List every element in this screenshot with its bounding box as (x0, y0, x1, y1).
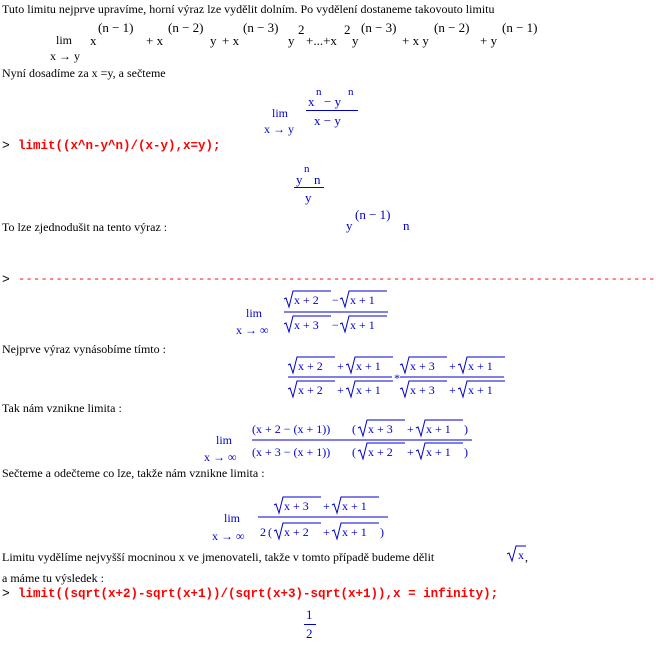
comma: , (525, 550, 528, 564)
multiply-text: Nejprve výraz vynásobíme tímto : (2, 342, 166, 356)
prompt-symbol: > (2, 586, 10, 601)
radicand: x + 2 (294, 293, 319, 307)
radicand: x + 1 (342, 525, 367, 539)
sum-exponent: (n − 1) (98, 20, 134, 35)
simplified-base: y (346, 218, 353, 233)
sum-term: +...+x (306, 33, 337, 48)
fraction-numerator: 1 (306, 607, 313, 622)
plus-sign: + (337, 359, 344, 373)
sum-exponent: (n − 3) (243, 20, 279, 35)
lim-subscript: x → y (264, 122, 294, 136)
minus-sign: − (332, 318, 339, 332)
lim-label: lim (56, 33, 73, 47)
lim-label: lim (272, 106, 289, 120)
sum-term: + x (222, 33, 240, 48)
radicand: x + 1 (468, 359, 493, 373)
paren: ( (268, 525, 272, 539)
sum-term: y (288, 33, 295, 48)
lim-subscript: x → ∞ (204, 450, 237, 464)
times-sign: * (394, 371, 400, 385)
result-fraction-1 (292, 162, 332, 206)
intro-text: Tuto limitu nejprve upravíme, horní výraz lze vydělit dolním. Po vydělení dostaneme takovouto limitu (2, 2, 495, 16)
simplified-factor: n (403, 218, 410, 233)
limit-radical-fraction (232, 290, 392, 338)
lim-label: lim (246, 306, 263, 320)
sum-exponent: (n − 2) (168, 20, 204, 35)
radicand: x + 1 (350, 293, 375, 307)
simplify-text: To lze zjednodušit na tento výraz : (2, 220, 168, 234)
radicand: x + 1 (350, 318, 375, 332)
plus-sign: + (323, 499, 330, 513)
plus-sign: + (407, 445, 414, 459)
fraction-numerator: x (308, 94, 315, 109)
factor-two: 2 (260, 525, 266, 539)
sum-term: x (90, 33, 97, 48)
plus-sign: + (337, 383, 344, 397)
lim-subscript: x → y (50, 49, 80, 63)
plus-sign: + (323, 525, 330, 539)
numerator-difference: (x + 2 − (x + 1)) (252, 422, 331, 436)
exponent: (n − 1) (355, 207, 391, 222)
exponent: n (348, 86, 354, 98)
fraction-numerator: − y (324, 94, 342, 109)
fraction-denominator: y (305, 190, 312, 205)
sum-exponent: (n − 2) (434, 20, 470, 35)
radicand: x + 1 (356, 383, 381, 397)
radicand: x + 2 (368, 445, 393, 459)
divide-text: Limitu vydělíme nejvyšší mocninou x ve jmenovateli, takže v tomto případě budeme dělit (2, 550, 435, 564)
radicand: x + 1 (426, 422, 451, 436)
paren: ( (352, 445, 356, 459)
fraction-denominator: 2 (306, 626, 313, 641)
sum-exponent: 2 (298, 22, 305, 37)
radicand: x + 2 (284, 525, 309, 539)
radicand: x + 3 (410, 359, 435, 373)
sum-limit-expression (50, 20, 570, 68)
sum-term: + x y (402, 33, 429, 48)
final-result-half (303, 607, 317, 643)
lim-subscript: x → ∞ (236, 323, 269, 337)
fraction-bar (294, 187, 324, 188)
expanded-limit (202, 416, 478, 466)
sum-exponent: (n − 3) (361, 20, 397, 35)
plus-sign: + (407, 422, 414, 436)
minus-sign: − (332, 293, 339, 307)
radicand: x + 3 (284, 499, 309, 513)
lim-subscript: x → ∞ (212, 529, 245, 543)
command-input-limit2[interactable]: limit((sqrt(x+2)-sqrt(x+1))/(sqrt(x+3)-sqrt(x+1)),x = infinity); (18, 587, 499, 601)
plus-sign: + (449, 359, 456, 373)
plus-sign: + (449, 383, 456, 397)
result-text: a máme tu výsledek : (2, 571, 104, 585)
prompt-symbol: > (2, 138, 10, 153)
sum-term: + x (146, 33, 164, 48)
fraction-numerator: y (296, 172, 303, 187)
radicand: x + 2 (298, 359, 323, 373)
radicand: x + 1 (356, 359, 381, 373)
simplified-expression (346, 205, 416, 235)
add-subtract-text: Sečteme a odečteme co lze, takže nám vznikne limita : (2, 466, 265, 480)
radicand: x (518, 548, 524, 562)
limit-fraction-xn-yn (262, 86, 372, 136)
radicand: x + 1 (468, 383, 493, 397)
sum-term: y (352, 33, 359, 48)
sum-exponent: 2 (344, 22, 351, 37)
exponent: n (304, 163, 310, 175)
conjugate-product (286, 354, 506, 400)
radicand: x + 3 (294, 318, 319, 332)
fraction-numerator: n (314, 172, 321, 187)
lim-label: lim (224, 511, 241, 525)
radicand: x + 3 (410, 383, 435, 397)
fraction-bar (306, 110, 358, 111)
lim-label: lim (216, 433, 233, 447)
separator-line: ------------------------------------------------------------------------------------- (18, 272, 656, 286)
radicand: x + 3 (368, 422, 393, 436)
sum-term: y (210, 33, 217, 48)
denominator-difference: (x + 3 − (x + 1)) (252, 445, 331, 459)
result-limit-text: Tak nám vznikne limita : (2, 401, 122, 415)
substitute-text: Nyní dosadíme za x =y, a sečteme (2, 66, 166, 80)
paren: ( (352, 422, 356, 436)
paren: ) (464, 445, 468, 459)
fraction-bar (304, 624, 316, 625)
prompt-symbol: > (2, 272, 10, 287)
paren: ) (380, 525, 384, 539)
paren: ) (464, 422, 468, 436)
radicand: x + 1 (426, 445, 451, 459)
command-input-limit1[interactable]: limit((x^n-y^n)/(x-y),x=y); (18, 139, 221, 153)
fraction-denominator: x − y (314, 113, 341, 128)
exponent: n (316, 86, 322, 98)
sum-exponent: (n − 1) (502, 20, 538, 35)
simplified-limit (212, 494, 392, 546)
radicand: x + 2 (298, 383, 323, 397)
sum-term: + y (480, 33, 498, 48)
radicand: x + 1 (342, 499, 367, 513)
